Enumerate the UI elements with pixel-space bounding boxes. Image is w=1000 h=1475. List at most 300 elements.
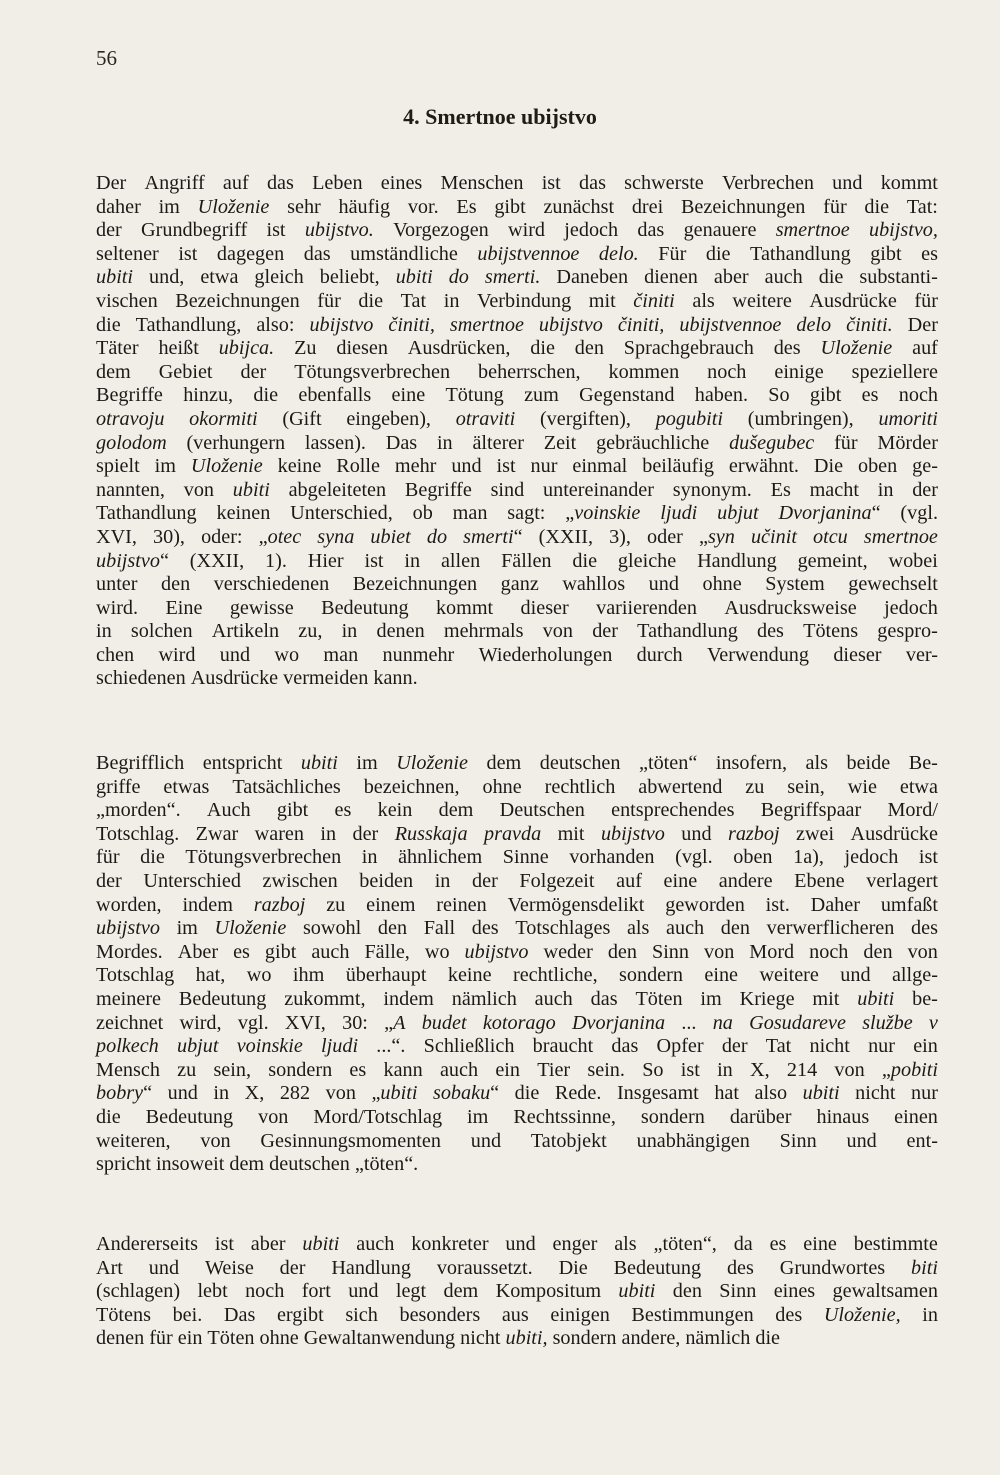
word: Für <box>658 242 687 265</box>
word: also <box>754 1082 788 1105</box>
word: zunächst <box>543 195 615 218</box>
word: schwerste <box>624 172 704 194</box>
word: waren <box>254 822 304 845</box>
text-line <box>96 1327 938 1351</box>
word: gebräuchliche <box>596 431 710 454</box>
word: des <box>775 1303 803 1326</box>
word: Totschlag <box>96 964 175 987</box>
word: Andererseits <box>96 1233 199 1255</box>
word: also: <box>256 313 295 336</box>
word: das <box>611 1035 639 1058</box>
word: otraviti <box>455 407 516 430</box>
word: im <box>158 195 180 218</box>
word: bezeichnen, <box>363 775 460 798</box>
word: eingeben), <box>346 407 431 430</box>
word: ohne <box>482 775 522 798</box>
word: oder <box>647 525 683 548</box>
word: keine <box>277 455 322 478</box>
word: aber <box>250 1233 286 1255</box>
word: okormiti <box>189 407 258 430</box>
word: es <box>233 940 250 963</box>
word: etwa <box>899 775 938 798</box>
word: (schlagen) <box>96 1280 181 1303</box>
word: diesen <box>336 337 388 360</box>
word: Russkaja <box>394 822 468 845</box>
paragraph-2 <box>96 752 938 1177</box>
word: Tier <box>537 1058 571 1081</box>
word: und <box>451 455 482 478</box>
word: Opfer <box>656 1035 704 1058</box>
word: dem <box>486 752 522 774</box>
word: des <box>757 620 784 643</box>
word: gibt <box>276 799 309 822</box>
word: oben <box>857 455 898 478</box>
text-line <box>96 337 938 361</box>
word: in <box>404 549 421 572</box>
word: die <box>572 549 598 572</box>
word: Totschlages <box>515 917 611 940</box>
word: ljudi <box>660 502 698 525</box>
word: in <box>341 620 358 643</box>
word: Fälle, <box>364 940 410 963</box>
word: denen <box>376 620 425 643</box>
word: bobry“ <box>96 1082 153 1105</box>
word: Ausdrücken, <box>407 337 511 360</box>
word: schiedenen <box>96 667 186 690</box>
word: auf <box>616 869 642 892</box>
word: als <box>614 1233 637 1255</box>
text-line <box>96 667 938 691</box>
word: in <box>213 1082 230 1105</box>
word: ljudi <box>321 1035 359 1058</box>
word: haben. <box>694 384 748 407</box>
word: Gesinnungsmomenten <box>260 1129 441 1152</box>
word: aber <box>713 266 749 289</box>
word: für <box>834 431 858 454</box>
word: unter <box>96 573 138 596</box>
word: 30: <box>342 1011 368 1034</box>
word: Das <box>385 431 418 454</box>
word: Uloženie, <box>823 1303 901 1326</box>
word: die <box>96 1105 121 1128</box>
word: gibt <box>870 242 902 265</box>
word: gewaltsamen <box>832 1280 938 1303</box>
word: und <box>505 1233 536 1255</box>
word: Uloženie <box>197 195 270 218</box>
word: Die <box>813 455 844 478</box>
word: zeichnet <box>96 1011 164 1034</box>
word: wie <box>847 775 877 798</box>
word: weiteren, <box>96 1129 171 1152</box>
word: činiti <box>633 289 675 312</box>
word: der <box>240 360 267 383</box>
word: dem <box>229 1153 265 1176</box>
word: Verbindung <box>477 289 572 312</box>
word: (XXII, <box>189 549 245 572</box>
word: činiti. <box>846 313 893 336</box>
text-line <box>96 196 938 220</box>
word: besonders <box>399 1303 481 1326</box>
word: in <box>443 289 460 312</box>
word: vorhanden <box>569 846 655 869</box>
word: otravoju <box>96 407 165 430</box>
word: enger <box>552 1233 598 1255</box>
word: jedoch <box>564 219 619 242</box>
word: „töten“, <box>653 1233 717 1255</box>
word: (umbringen), <box>747 407 854 430</box>
word: nunmehr <box>382 643 455 666</box>
word: in <box>436 431 453 454</box>
word: eine <box>391 384 426 407</box>
word: auch <box>666 917 705 940</box>
word: durch <box>636 643 683 666</box>
word: ist <box>541 172 561 194</box>
word: syna <box>317 525 355 548</box>
word: es <box>334 799 352 822</box>
word: ist. <box>765 893 790 916</box>
word: X, <box>244 1082 265 1105</box>
word: daher <box>96 195 141 218</box>
word: Der <box>96 172 127 194</box>
word: umfaßt <box>880 893 938 916</box>
text-line <box>96 1130 938 1154</box>
word: die <box>864 195 890 218</box>
word: učinit <box>750 525 797 548</box>
word: hat, <box>195 964 226 987</box>
word: sagt: <box>507 502 546 525</box>
word: und <box>681 822 712 845</box>
word: ge- <box>912 455 938 478</box>
word: für <box>96 846 120 869</box>
word: abgeleiteten <box>288 478 387 501</box>
word: auf <box>222 172 249 194</box>
word: ubijstvo. <box>304 219 374 242</box>
word: X, <box>750 1058 770 1081</box>
word: noch <box>707 360 747 383</box>
word: Gegenstand <box>579 384 675 407</box>
word: aus <box>501 1303 529 1326</box>
word: Es <box>770 478 791 501</box>
word: Mensch <box>96 1058 160 1081</box>
word: gleiche <box>617 549 677 572</box>
word: Tathandlung <box>637 620 738 643</box>
word: variierenden <box>596 596 697 619</box>
word: Menschen <box>440 172 524 194</box>
text-line <box>96 479 938 503</box>
word: Grundwortes <box>779 1256 886 1279</box>
word: ob <box>412 502 433 525</box>
word: Uloženie <box>820 337 893 360</box>
word: ubijstvo, <box>868 219 938 242</box>
word: razboj <box>253 893 306 916</box>
word: Tötens <box>96 1303 151 1326</box>
text-line <box>96 823 938 847</box>
word: Begriffe <box>96 384 163 407</box>
word: ein <box>913 1035 938 1058</box>
word: der <box>279 1256 306 1279</box>
word: spielt <box>96 455 140 478</box>
word: smertnoe <box>863 525 938 548</box>
text-line <box>96 361 938 385</box>
word: von <box>200 1129 231 1152</box>
word: der <box>96 869 122 892</box>
word: Bezeichnungen <box>175 289 300 312</box>
word: Be- <box>908 752 938 774</box>
word: wird <box>158 643 196 666</box>
word: 3), <box>609 525 631 548</box>
text-line <box>96 455 938 479</box>
word: insoweit <box>155 1153 225 1176</box>
word: gemeint, <box>797 549 868 572</box>
word: ...“. <box>376 1035 406 1058</box>
word: Bestimmungen <box>631 1303 754 1326</box>
word: es <box>921 242 938 265</box>
word: ent- <box>906 1129 938 1152</box>
word: Vorgezogen <box>393 219 489 242</box>
text-line <box>96 644 938 668</box>
word: die <box>253 384 279 407</box>
word: ist <box>266 219 286 242</box>
word: in <box>96 620 112 643</box>
text-line <box>96 172 938 196</box>
word: be- <box>912 987 938 1010</box>
text-line <box>96 219 938 243</box>
word: kommt <box>435 596 494 619</box>
word: der <box>352 822 379 845</box>
word: vermeiden <box>283 667 369 690</box>
word: gibt <box>494 195 526 218</box>
word: nur <box>868 1035 895 1058</box>
word: griffe <box>96 775 141 798</box>
word: sehr <box>287 195 321 218</box>
word: etwas <box>163 775 210 798</box>
word: ubijstvo“ <box>96 549 169 572</box>
word: XVI, <box>284 1011 326 1034</box>
word: die <box>96 313 121 336</box>
word: Rede. <box>554 1082 602 1105</box>
word: speziellere <box>851 360 938 383</box>
word: das <box>266 172 294 194</box>
word: jedoch <box>884 596 938 619</box>
text-line <box>96 408 938 432</box>
word: Unterschied <box>143 869 241 892</box>
word: Ausdrücke <box>190 667 279 690</box>
word: entsprechendes <box>611 799 735 822</box>
word: ergibt <box>276 1303 324 1326</box>
word: Ausdrücke <box>850 822 938 845</box>
word: sondern <box>552 1327 617 1350</box>
word: „syn <box>698 525 735 548</box>
word: Gosudareve <box>749 1011 846 1034</box>
word: jedoch <box>844 846 899 869</box>
word: na <box>712 1011 733 1034</box>
text-line <box>96 573 938 597</box>
word: ist <box>178 242 198 265</box>
word: zukommt, <box>284 987 366 1010</box>
word: oben <box>733 846 773 869</box>
word: dieser <box>520 596 569 619</box>
word: Daneben <box>556 266 629 289</box>
word: nur <box>911 1082 938 1105</box>
word: nannten, <box>96 478 165 501</box>
word: sich <box>345 1303 378 1326</box>
word: in <box>922 1303 938 1326</box>
word: Folgezeit <box>519 869 595 892</box>
word: Handlung <box>697 549 777 572</box>
word: für <box>149 1327 173 1350</box>
word: im <box>467 1105 489 1128</box>
word: „töten“. <box>354 1153 419 1176</box>
word: in <box>877 478 894 501</box>
word: weitere <box>759 964 819 987</box>
word: das <box>590 987 618 1010</box>
word: (Gift <box>282 407 322 430</box>
word: Bezeichnungen <box>352 573 478 596</box>
word: einmal <box>572 455 628 478</box>
word: eine <box>704 964 739 987</box>
word: „morden“. <box>96 799 181 822</box>
word: indem <box>383 987 434 1010</box>
word: gibt <box>264 940 297 963</box>
word: umständliche <box>350 242 458 265</box>
text-line <box>96 432 938 456</box>
word: eines <box>773 1280 816 1303</box>
word: der <box>96 219 122 242</box>
text-line <box>96 799 938 823</box>
word: mehrmals <box>443 620 524 643</box>
word: die <box>140 846 165 869</box>
word: andere, <box>621 1327 681 1350</box>
word: lebt <box>197 1280 228 1303</box>
word: und <box>148 1256 180 1279</box>
word: wo <box>274 643 300 666</box>
word: untereinander <box>543 478 654 501</box>
word: sondern <box>640 1105 705 1128</box>
word: allen <box>440 549 481 572</box>
word: in <box>717 1058 733 1081</box>
word: für <box>823 195 847 218</box>
word: Uloženie <box>190 455 263 478</box>
text-line <box>96 846 938 870</box>
word: darüber <box>729 1105 792 1128</box>
word: noch <box>898 384 938 407</box>
word: razboj <box>727 822 780 845</box>
word: sobaku“ <box>432 1082 500 1105</box>
word: noch <box>245 1280 285 1303</box>
word: voinskie <box>236 1035 303 1058</box>
word: insofern, <box>715 752 788 774</box>
word: smertnoe <box>449 313 524 336</box>
word: ist <box>214 1233 234 1255</box>
word: Zu <box>294 337 317 360</box>
word: spricht <box>96 1153 151 1176</box>
word: nämlich <box>451 987 517 1010</box>
word: System <box>765 573 825 596</box>
word: Totschlag. <box>96 822 180 845</box>
word: mehr <box>394 455 437 478</box>
word: ist <box>680 1058 700 1081</box>
word: službe <box>862 1011 913 1034</box>
word: Deutschen <box>499 799 585 822</box>
word: wo <box>246 964 272 987</box>
section-title: 4. Smertnoe ubijstvo <box>403 104 597 129</box>
word: golodom <box>96 431 167 454</box>
text-line <box>96 1012 938 1036</box>
word: synonym. <box>672 478 752 501</box>
word: man <box>323 643 359 666</box>
word: „töten“ <box>639 752 698 774</box>
word: ubiet <box>370 525 411 548</box>
word: Insgesamt <box>616 1082 699 1105</box>
word: Tathandlung <box>750 242 851 265</box>
word: smerti“ <box>463 525 523 548</box>
word: den <box>720 917 750 940</box>
word: Schließlich <box>423 1035 515 1058</box>
word: der <box>472 869 498 892</box>
word: auch <box>764 266 803 289</box>
word: indem <box>182 893 233 916</box>
word: solchen <box>130 620 193 643</box>
word: häufig <box>338 195 391 218</box>
word: Verbrechen <box>722 172 814 194</box>
word: das <box>579 172 606 194</box>
word: gewisse <box>229 596 294 619</box>
word: worden, <box>96 893 162 916</box>
word: meinere <box>96 987 162 1010</box>
word: erwähnt. <box>728 455 799 478</box>
word: zwei <box>795 822 835 845</box>
word: „ubiti <box>371 1082 418 1105</box>
word: denen <box>96 1327 145 1350</box>
word: polkech <box>96 1035 159 1058</box>
word: als <box>692 289 715 312</box>
word: Sinne <box>502 846 549 869</box>
word: Zeit <box>543 431 577 454</box>
word: wobei <box>888 549 938 572</box>
word: „voinskie <box>565 502 641 525</box>
word: ist <box>918 846 938 869</box>
word: der <box>721 1035 748 1058</box>
word: ihm <box>292 964 325 987</box>
word: in <box>434 869 451 892</box>
word: als <box>626 917 650 940</box>
text-line <box>96 266 938 290</box>
word: Der <box>907 313 938 336</box>
word: Begrifflich <box>96 752 185 774</box>
word: Mord/Totschlag <box>313 1105 443 1128</box>
word: Rolle <box>336 455 380 478</box>
word: einem <box>366 893 416 916</box>
text-line <box>96 752 938 776</box>
word: ver- <box>905 643 938 666</box>
word: zu <box>326 893 346 916</box>
text-line <box>96 314 938 338</box>
word: ebenfalls <box>298 384 372 407</box>
word: auch <box>311 940 350 963</box>
text-line <box>96 988 938 1012</box>
word: Die <box>558 1256 588 1279</box>
word: Gebiet <box>158 360 213 383</box>
word: der <box>912 478 938 501</box>
word: zu, <box>298 620 323 643</box>
word: delo <box>796 313 832 336</box>
text-line <box>96 243 938 267</box>
word: Bedeutung <box>613 1256 702 1279</box>
word: Tatobjekt <box>530 1129 607 1152</box>
word: ubijstvo <box>538 313 603 336</box>
word: braucht <box>532 1035 594 1058</box>
word: kotorago <box>482 1011 556 1034</box>
